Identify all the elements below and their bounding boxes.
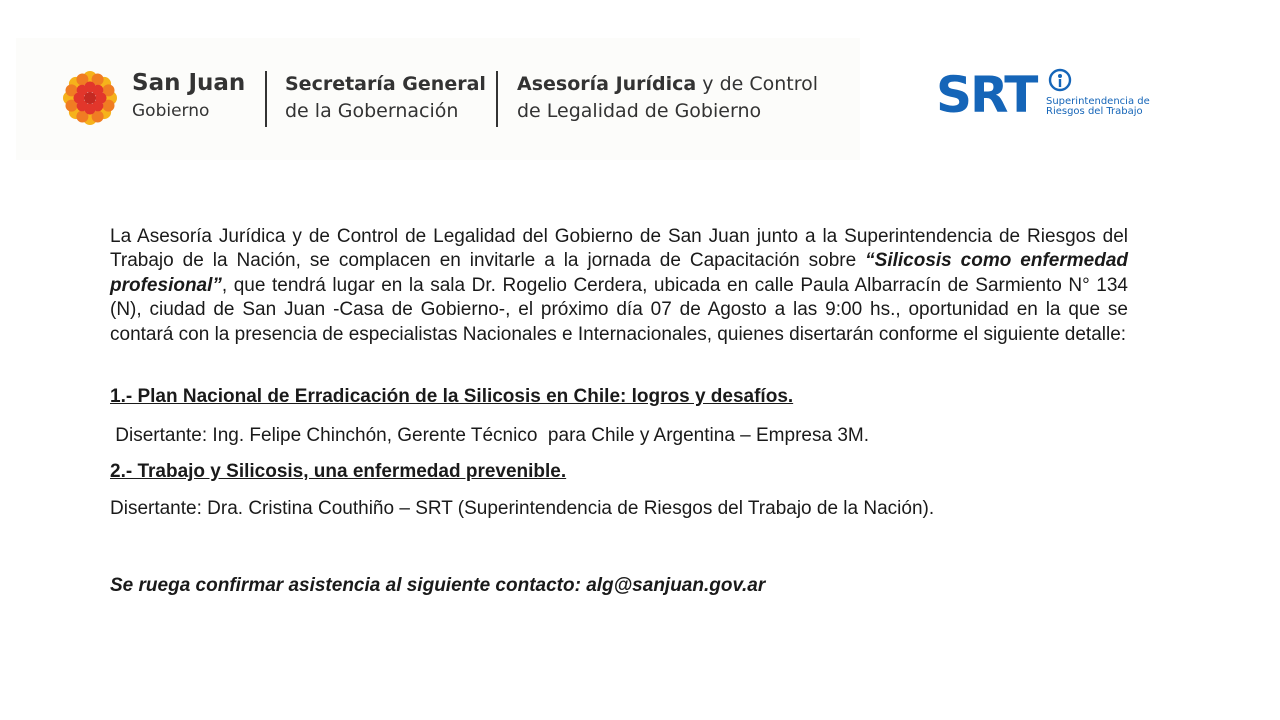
san-juan-name: San Juan <box>132 70 246 96</box>
srt-line-2: Riesgos del Trabajo <box>1046 106 1143 117</box>
intro-emphasis: “Silicosis como enfermedad profesional” <box>110 250 1129 296</box>
header-divider <box>265 71 267 127</box>
san-juan-logo-icon <box>62 70 118 126</box>
header-divider <box>496 71 498 127</box>
asesoria-line-2: de Legalidad de Gobierno <box>517 100 762 122</box>
invitation-paragraph <box>110 225 1128 347</box>
asesoria-line-1: Asesoría Jurídica y de Control <box>517 73 819 95</box>
topic-2-title: 2.- Trabajo y Silicosis, una enfermedad prevenible. <box>110 461 567 482</box>
topic-1-speaker: Disertante: Ing. Felipe Chinchón, Gerente Técnico para Chile y Argentina – Empresa 3M. <box>110 425 869 446</box>
srt-line-1: Superintendencia de <box>1046 96 1150 107</box>
srt-logo <box>936 66 1156 118</box>
header-band <box>16 38 860 160</box>
srt-acronym: SRT <box>936 66 1037 118</box>
topic-2-speaker: Disertante: Dra. Cristina Couthiño – SRT (Superintendencia de Riesgos del Trabajo de la Nación). <box>110 498 935 519</box>
secretaria-line-1: Secretaría General <box>285 73 486 95</box>
srt-emblem-icon <box>1050 70 1070 90</box>
topic-1-title: 1.- Plan Nacional de Erradicación de la Silicosis en Chile: logros y desafíos. <box>110 386 794 407</box>
intro-part-2: , que tendrá lugar en la sala Dr. Rogelio Cerdera, ubicada en calle Paula Albarracín de Sarmiento N° 134 (N), ciudad de San Juan -Casa de Gobierno-, el próximo día 07 de Agosto a las 9:00 hs., oportunidad en la que se contará con la presencia de especialistas Nacionales e Internacionales, quienes disertarán conforme el siguiente detalle: <box>110 274 1128 345</box>
san-juan-sub: Gobierno <box>132 101 210 121</box>
rsvp-line: Se ruega confirmar asistencia al siguiente contacto: alg@sanjuan.gov.ar <box>110 575 766 596</box>
secretaria-line-2: de la Gobernación <box>285 100 459 122</box>
intro-part-1: La Asesoría Jurídica y de Control de Legalidad del Gobierno de San Juan junto a la Superintendencia de Riesgos del Trabajo de la Nación, se complacen en invitarle a la jornada de Capacitación sobre <box>110 226 1128 272</box>
